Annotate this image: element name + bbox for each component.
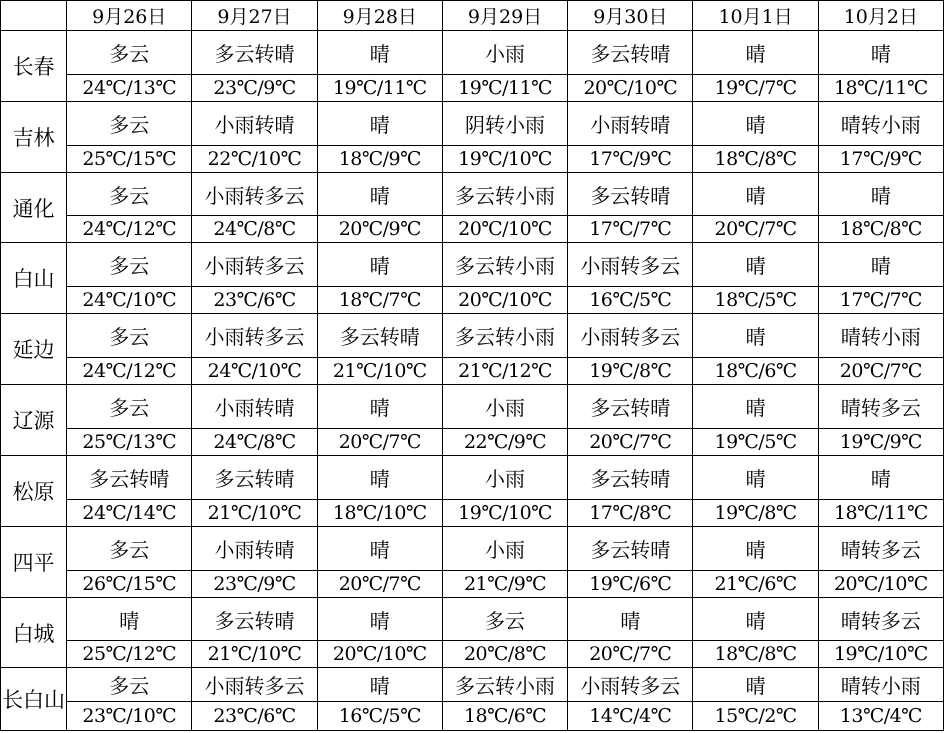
temperature-range: 26℃/15℃ xyxy=(67,570,192,597)
weather-condition: 多云 xyxy=(67,668,192,701)
temperature-range: 21℃/10℃ xyxy=(192,641,317,668)
temperature-range: 18℃/6℃ xyxy=(693,358,818,385)
temperature-range: 24℃/8℃ xyxy=(192,216,317,243)
city-temperature-row xyxy=(1,216,944,243)
city-condition-row xyxy=(1,314,944,358)
city-temperature-row xyxy=(1,74,944,101)
weather-condition: 晴 xyxy=(317,172,442,216)
temperature-range: 25℃/13℃ xyxy=(67,428,192,455)
weather-condition: 小雨 xyxy=(442,31,567,75)
weather-condition: 多云转晴 xyxy=(568,172,693,216)
date-header: 10月2日 xyxy=(818,1,943,31)
temperature-range: 19℃/8℃ xyxy=(568,358,693,385)
city-name: 四平 xyxy=(1,526,67,597)
temperature-range: 20℃/10℃ xyxy=(818,570,943,597)
temperature-range: 18℃/8℃ xyxy=(818,216,943,243)
city-name: 长春 xyxy=(1,31,67,102)
weather-condition: 小雨 xyxy=(442,385,567,429)
city-name: 辽源 xyxy=(1,385,67,456)
weather-condition: 阴转小雨 xyxy=(442,101,567,145)
temperature-range: 24℃/12℃ xyxy=(67,216,192,243)
city-temperature-row xyxy=(1,358,944,385)
city-name: 白山 xyxy=(1,243,67,314)
temperature-range: 13℃/4℃ xyxy=(818,701,943,730)
temperature-range: 19℃/9℃ xyxy=(818,428,943,455)
weather-condition: 小雨转多云 xyxy=(192,243,317,287)
weather-condition: 晴 xyxy=(317,385,442,429)
temperature-range: 20℃/10℃ xyxy=(442,287,567,314)
weather-condition: 多云 xyxy=(67,526,192,570)
temperature-range: 19℃/5℃ xyxy=(693,428,818,455)
weather-condition: 晴 xyxy=(317,597,442,641)
temperature-range: 14℃/4℃ xyxy=(568,701,693,730)
temperature-range: 18℃/6℃ xyxy=(442,701,567,730)
temperature-range: 20℃/7℃ xyxy=(568,641,693,668)
weather-condition: 晴转多云 xyxy=(818,526,943,570)
temperature-range: 17℃/9℃ xyxy=(568,145,693,172)
date-header: 9月27日 xyxy=(192,1,317,31)
weather-condition: 晴 xyxy=(317,526,442,570)
weather-condition: 晴 xyxy=(693,385,818,429)
weather-condition: 多云转小雨 xyxy=(442,172,567,216)
date-header: 9月26日 xyxy=(67,1,192,31)
temperature-range: 20℃/8℃ xyxy=(442,641,567,668)
weather-condition: 多云转小雨 xyxy=(442,243,567,287)
temperature-range: 21℃/12℃ xyxy=(442,358,567,385)
temperature-range: 20℃/7℃ xyxy=(693,216,818,243)
weather-condition: 晴 xyxy=(568,597,693,641)
weather-condition: 小雨转多云 xyxy=(568,668,693,701)
city-condition-row xyxy=(1,385,944,429)
weather-condition: 晴 xyxy=(693,101,818,145)
temperature-range: 20℃/10℃ xyxy=(442,216,567,243)
weather-condition: 多云转晴 xyxy=(192,31,317,75)
weather-condition: 多云 xyxy=(67,314,192,358)
weather-condition: 晴 xyxy=(317,455,442,499)
weather-condition: 多云转晴 xyxy=(192,455,317,499)
weather-condition: 多云转晴 xyxy=(568,385,693,429)
city-condition-row xyxy=(1,597,944,641)
weather-condition: 晴转多云 xyxy=(818,597,943,641)
weather-condition: 晴 xyxy=(317,31,442,75)
weather-condition: 小雨转晴 xyxy=(568,101,693,145)
weather-condition: 多云转晴 xyxy=(317,314,442,358)
weather-condition: 晴 xyxy=(67,597,192,641)
city-name: 吉林 xyxy=(1,101,67,172)
temperature-range: 23℃/10℃ xyxy=(67,701,192,730)
city-condition-row xyxy=(1,526,944,570)
weather-condition: 小雨转多云 xyxy=(192,314,317,358)
city-name: 长白山 xyxy=(1,668,67,731)
temperature-range: 18℃/8℃ xyxy=(693,641,818,668)
city-temperature-row xyxy=(1,287,944,314)
date-header-row xyxy=(1,1,944,31)
weather-condition: 小雨转晴 xyxy=(192,526,317,570)
temperature-range: 25℃/15℃ xyxy=(67,145,192,172)
corner-cell xyxy=(1,1,67,31)
temperature-range: 20℃/7℃ xyxy=(317,570,442,597)
weather-condition: 小雨转晴 xyxy=(192,101,317,145)
weather-condition: 小雨转多云 xyxy=(568,314,693,358)
city-temperature-row xyxy=(1,641,944,668)
temperature-range: 20℃/10℃ xyxy=(317,641,442,668)
weather-condition: 多云转晴 xyxy=(192,597,317,641)
temperature-range: 21℃/6℃ xyxy=(693,570,818,597)
date-header: 9月28日 xyxy=(317,1,442,31)
temperature-range: 16℃/5℃ xyxy=(568,287,693,314)
city-temperature-row xyxy=(1,145,944,172)
temperature-range: 21℃/9℃ xyxy=(442,570,567,597)
city-name: 延边 xyxy=(1,314,67,385)
temperature-range: 20℃/7℃ xyxy=(568,428,693,455)
temperature-range: 18℃/9℃ xyxy=(317,145,442,172)
temperature-range: 21℃/10℃ xyxy=(192,499,317,526)
weather-condition: 多云 xyxy=(67,172,192,216)
weather-condition: 多云转晴 xyxy=(568,526,693,570)
temperature-range: 23℃/9℃ xyxy=(192,570,317,597)
temperature-range: 18℃/11℃ xyxy=(818,499,943,526)
temperature-range: 18℃/10℃ xyxy=(317,499,442,526)
weather-condition: 多云转小雨 xyxy=(442,668,567,701)
weather-condition: 晴 xyxy=(818,455,943,499)
temperature-range: 21℃/10℃ xyxy=(317,358,442,385)
temperature-range: 17℃/7℃ xyxy=(818,287,943,314)
city-temperature-row xyxy=(1,701,944,730)
city-condition-row xyxy=(1,243,944,287)
weather-condition: 晴转小雨 xyxy=(818,101,943,145)
temperature-range: 24℃/10℃ xyxy=(192,358,317,385)
temperature-range: 24℃/8℃ xyxy=(192,428,317,455)
weather-condition: 晴 xyxy=(693,597,818,641)
weather-condition: 小雨 xyxy=(442,455,567,499)
weather-condition: 多云 xyxy=(67,243,192,287)
date-header: 10月1日 xyxy=(693,1,818,31)
temperature-range: 24℃/13℃ xyxy=(67,74,192,101)
weather-condition: 多云转晴 xyxy=(67,455,192,499)
weather-condition: 小雨转晴 xyxy=(192,385,317,429)
date-header: 9月29日 xyxy=(442,1,567,31)
temperature-range: 19℃/10℃ xyxy=(442,499,567,526)
city-name: 白城 xyxy=(1,597,67,668)
weather-condition: 晴 xyxy=(693,172,818,216)
temperature-range: 22℃/9℃ xyxy=(442,428,567,455)
temperature-range: 19℃/10℃ xyxy=(818,641,943,668)
weather-condition: 晴 xyxy=(818,172,943,216)
temperature-range: 16℃/5℃ xyxy=(317,701,442,730)
weather-condition: 小雨 xyxy=(442,526,567,570)
temperature-range: 17℃/9℃ xyxy=(818,145,943,172)
temperature-range: 20℃/7℃ xyxy=(818,358,943,385)
weather-condition: 小雨转多云 xyxy=(192,172,317,216)
city-condition-row xyxy=(1,668,944,701)
city-condition-row xyxy=(1,31,944,75)
temperature-range: 25℃/12℃ xyxy=(67,641,192,668)
city-temperature-row xyxy=(1,499,944,526)
city-temperature-row xyxy=(1,428,944,455)
weather-condition: 多云转晴 xyxy=(568,455,693,499)
weather-condition: 晴 xyxy=(693,526,818,570)
weather-condition: 晴 xyxy=(693,668,818,701)
weather-condition: 晴转小雨 xyxy=(818,668,943,701)
city-condition-row xyxy=(1,455,944,499)
temperature-range: 19℃/10℃ xyxy=(442,145,567,172)
temperature-range: 18℃/7℃ xyxy=(317,287,442,314)
weather-condition: 晴 xyxy=(317,101,442,145)
temperature-range: 20℃/10℃ xyxy=(568,74,693,101)
temperature-range: 19℃/11℃ xyxy=(317,74,442,101)
weather-condition: 晴转多云 xyxy=(818,385,943,429)
weather-condition: 多云 xyxy=(442,597,567,641)
weather-condition: 晴 xyxy=(693,314,818,358)
temperature-range: 15℃/2℃ xyxy=(693,701,818,730)
weather-condition: 晴转小雨 xyxy=(818,314,943,358)
city-condition-row xyxy=(1,172,944,216)
temperature-range: 24℃/10℃ xyxy=(67,287,192,314)
temperature-range: 17℃/8℃ xyxy=(568,499,693,526)
temperature-range: 18℃/8℃ xyxy=(693,145,818,172)
city-condition-row xyxy=(1,101,944,145)
temperature-range: 18℃/5℃ xyxy=(693,287,818,314)
forecast-body xyxy=(1,31,944,731)
city-name: 通化 xyxy=(1,172,67,243)
temperature-range: 20℃/9℃ xyxy=(317,216,442,243)
weather-condition: 多云 xyxy=(67,31,192,75)
weather-condition: 多云转晴 xyxy=(568,31,693,75)
temperature-range: 23℃/9℃ xyxy=(192,74,317,101)
temperature-range: 17℃/7℃ xyxy=(568,216,693,243)
temperature-range: 23℃/6℃ xyxy=(192,701,317,730)
weather-condition: 晴 xyxy=(317,668,442,701)
temperature-range: 22℃/10℃ xyxy=(192,145,317,172)
weather-condition: 晴 xyxy=(818,243,943,287)
weather-condition: 多云 xyxy=(67,385,192,429)
weather-condition: 晴 xyxy=(693,455,818,499)
date-header: 9月30日 xyxy=(568,1,693,31)
temperature-range: 20℃/7℃ xyxy=(317,428,442,455)
temperature-range: 24℃/12℃ xyxy=(67,358,192,385)
temperature-range: 23℃/6℃ xyxy=(192,287,317,314)
temperature-range: 19℃/8℃ xyxy=(693,499,818,526)
temperature-range: 18℃/11℃ xyxy=(818,74,943,101)
weather-condition: 晴 xyxy=(693,31,818,75)
city-temperature-row xyxy=(1,570,944,597)
weather-condition: 多云 xyxy=(67,101,192,145)
weather-condition: 小雨转多云 xyxy=(568,243,693,287)
weather-condition: 晴 xyxy=(693,243,818,287)
temperature-range: 19℃/7℃ xyxy=(693,74,818,101)
weather-condition: 小雨转多云 xyxy=(192,668,317,701)
temperature-range: 19℃/11℃ xyxy=(442,74,567,101)
temperature-range: 19℃/6℃ xyxy=(568,570,693,597)
city-name: 松原 xyxy=(1,455,67,526)
weather-condition: 多云转小雨 xyxy=(442,314,567,358)
temperature-range: 24℃/14℃ xyxy=(67,499,192,526)
weather-condition: 晴 xyxy=(818,31,943,75)
weather-condition: 晴 xyxy=(317,243,442,287)
